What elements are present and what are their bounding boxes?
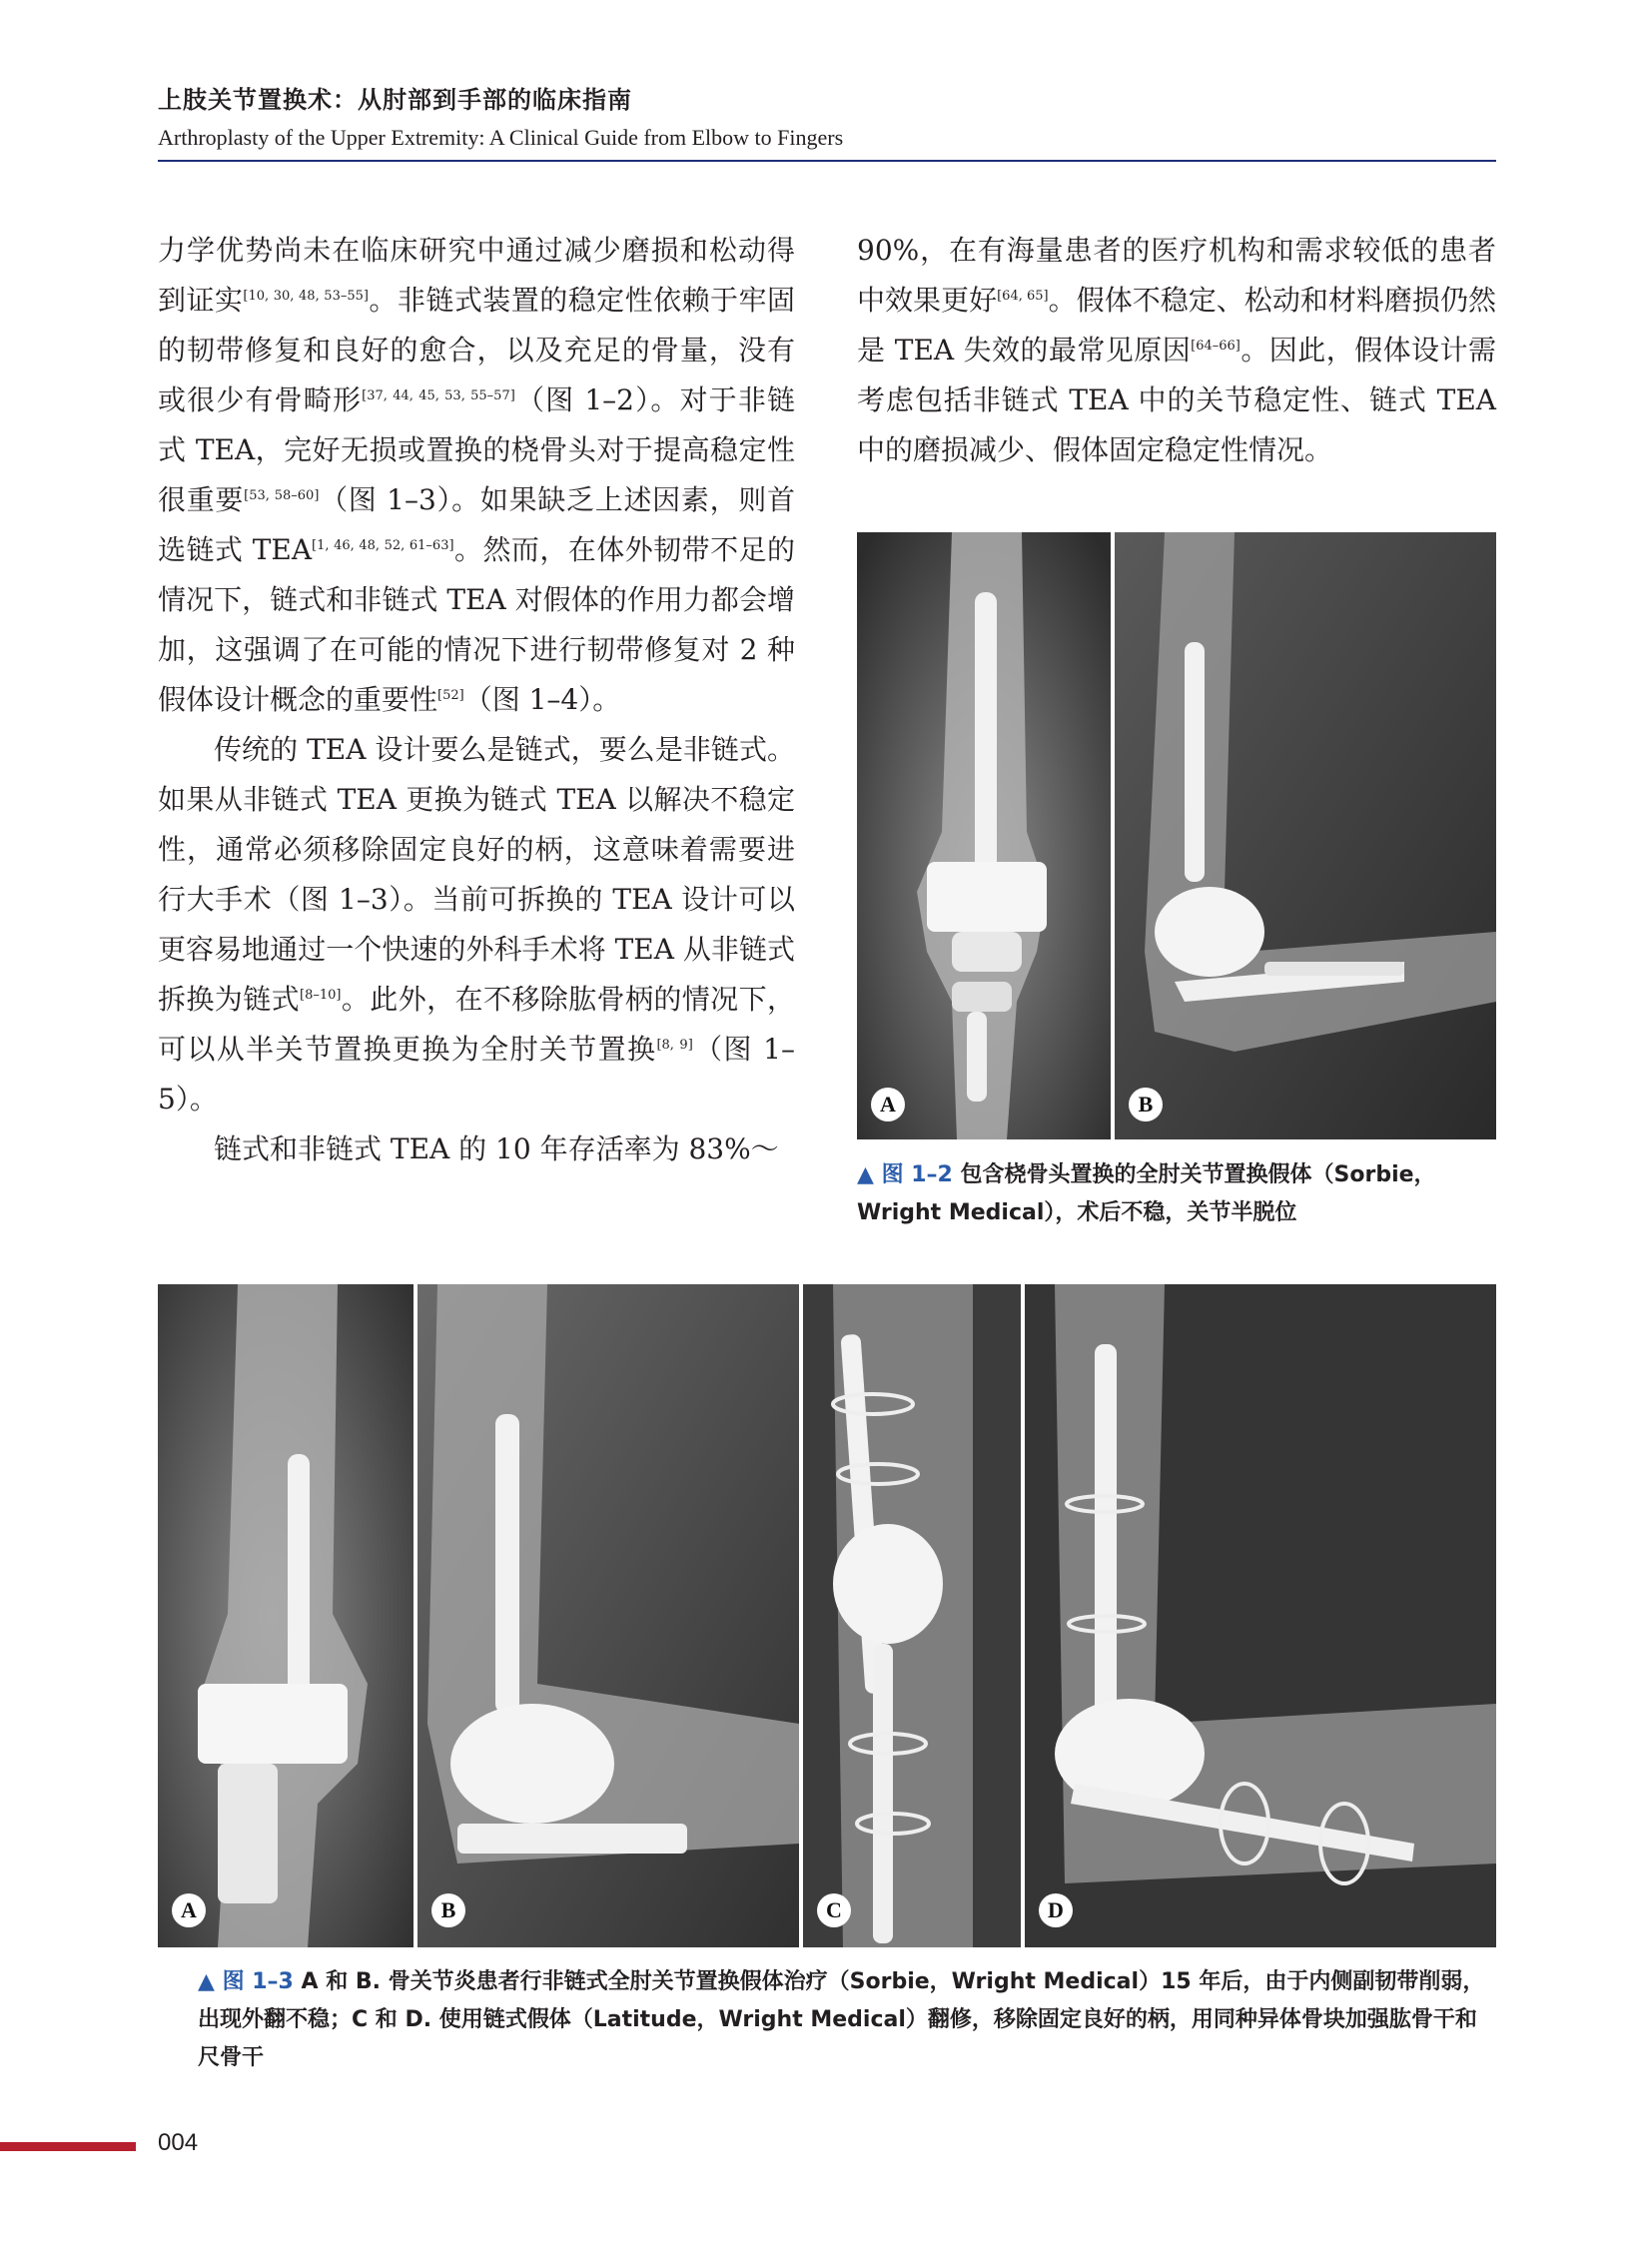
figure-1-2-caption <box>857 1156 1496 1232</box>
figure-1-3-panel-b <box>417 1284 799 1947</box>
text-run: 90%，在有海量患者的医疗机构和需求较低的患者中效果更好 <box>857 234 1496 317</box>
panel-label-a: A <box>172 1893 206 1927</box>
text-run: 。非链式装置的稳定性依赖于牢固的韧带修复和良好的愈合，以及充足的骨量，没有或很少有骨畸形 <box>158 284 795 416</box>
paragraph-3 <box>158 1124 795 1174</box>
figure-1-2-caption-tag: ▲ 图 1–2 <box>857 1162 953 1187</box>
figure-1-3-caption <box>198 1963 1496 2077</box>
book-title-chinese: 上肢关节置换术：从肘部到手部的临床指南 <box>158 86 632 114</box>
figure-1-2-caption-text: 包含桡骨头置换的全肘关节置换假体（Sorbie，Wright Medical），术后不稳，关节半脱位 <box>857 1162 1436 1225</box>
paragraph-1 <box>158 226 795 725</box>
book-title-english: Arthroplasty of the Upper Extremity: A Clinical Guide from Elbow to Fingers <box>158 125 844 150</box>
figure-1-3-panel-c <box>803 1284 1021 1947</box>
footer-accent-bar <box>0 2142 136 2151</box>
citation: [8, 9] <box>656 1038 693 1053</box>
text-run: （图 1–2）。对于非链式 TEA，完好无损或置换的桡骨头对于提高稳定性很重要 <box>158 383 795 516</box>
text-run: 。假体不稳定、松动和材料磨损仍然是 TEA 失效的最常见原因 <box>857 284 1496 367</box>
text-run: （图 1–4）。 <box>463 683 621 716</box>
text-run: （图 1–3）。如果缺乏上述因素，则首选链式 TEA <box>158 483 795 566</box>
header-rule <box>158 160 1496 162</box>
citation: [64, 65] <box>997 289 1049 304</box>
panel-label-b: B <box>1129 1088 1163 1121</box>
right-text-column <box>857 226 1496 475</box>
page-number: 004 <box>158 2129 199 2156</box>
figure-1-2-panel-a <box>857 532 1111 1139</box>
figure-1-3-caption-tag: ▲ 图 1–3 <box>198 1969 294 1994</box>
panel-label-b: B <box>431 1893 465 1927</box>
left-text-column <box>158 226 795 1174</box>
figure-1-2-panel-b <box>1115 532 1496 1139</box>
citation: [53, 58–60] <box>244 488 320 503</box>
text-run: 链式和非链式 TEA 的 10 年存活率为 83%～ <box>214 1132 779 1165</box>
citation: [64–66] <box>1191 339 1240 354</box>
figure-1-3-panel-d <box>1025 1284 1496 1947</box>
paragraph-continued <box>857 226 1496 475</box>
text-run: 传统的 TEA 设计要么是链式，要么是非链式。如果从非链式 TEA 更换为链式 TEA 以解决不稳定性，通常必须移除固定良好的柄，这意味着需要进行大手术（图 1–3）。当前可拆换的 TEA 设计可以更容易地通过一个快速的外科手术将 TEA 从非链式拆换为链式 <box>158 733 795 1016</box>
text-run: 。因此，假体设计需考虑包括非链式 TEA 中的关节稳定性、链式 TEA 中的磨损减少、假体固定稳定性情况。 <box>857 334 1496 466</box>
text-run: 。此外，在不移除肱骨柄的情况下，可以从半关节置换更换为全肘关节置换 <box>158 983 795 1066</box>
citation: [8–10] <box>300 988 342 1003</box>
panel-label-a: A <box>871 1088 905 1121</box>
running-head <box>158 80 1496 151</box>
text-run: 。然而，在体外韧带不足的情况下，链式和非链式 TEA 对假体的作用力都会增加，这强调了在可能的情况下进行韧带修复对 2 种假体设计概念的重要性 <box>158 533 795 716</box>
citation: [37, 44, 45, 53, 55–57] <box>362 388 515 403</box>
text-run: 力学优势尚未在临床研究中通过减少磨损和松动得到证实 <box>158 234 795 317</box>
paragraph-2 <box>158 725 795 1124</box>
text-run: （图 1–5）。 <box>158 1033 795 1116</box>
citation: [1, 46, 48, 52, 61–63] <box>312 538 454 553</box>
citation: [10, 30, 48, 53–55] <box>243 289 369 304</box>
panel-label-c: C <box>817 1893 851 1927</box>
figure-1-3-caption-text: A 和 B. 骨关节炎患者行非链式全肘关节置换假体治疗（Sorbie，Wright Medical）15 年后，由于内侧副韧带削弱，出现外翻不稳；C 和 D. 使用链式假体（Latitude，Wright Medical）翻修，移除固定良好的柄，用同种异体骨块加强肱骨干和尺骨干 <box>198 1969 1485 2070</box>
panel-label-d: D <box>1039 1893 1073 1927</box>
citation: [52] <box>437 688 464 703</box>
figure-1-3-panel-a <box>158 1284 413 1947</box>
